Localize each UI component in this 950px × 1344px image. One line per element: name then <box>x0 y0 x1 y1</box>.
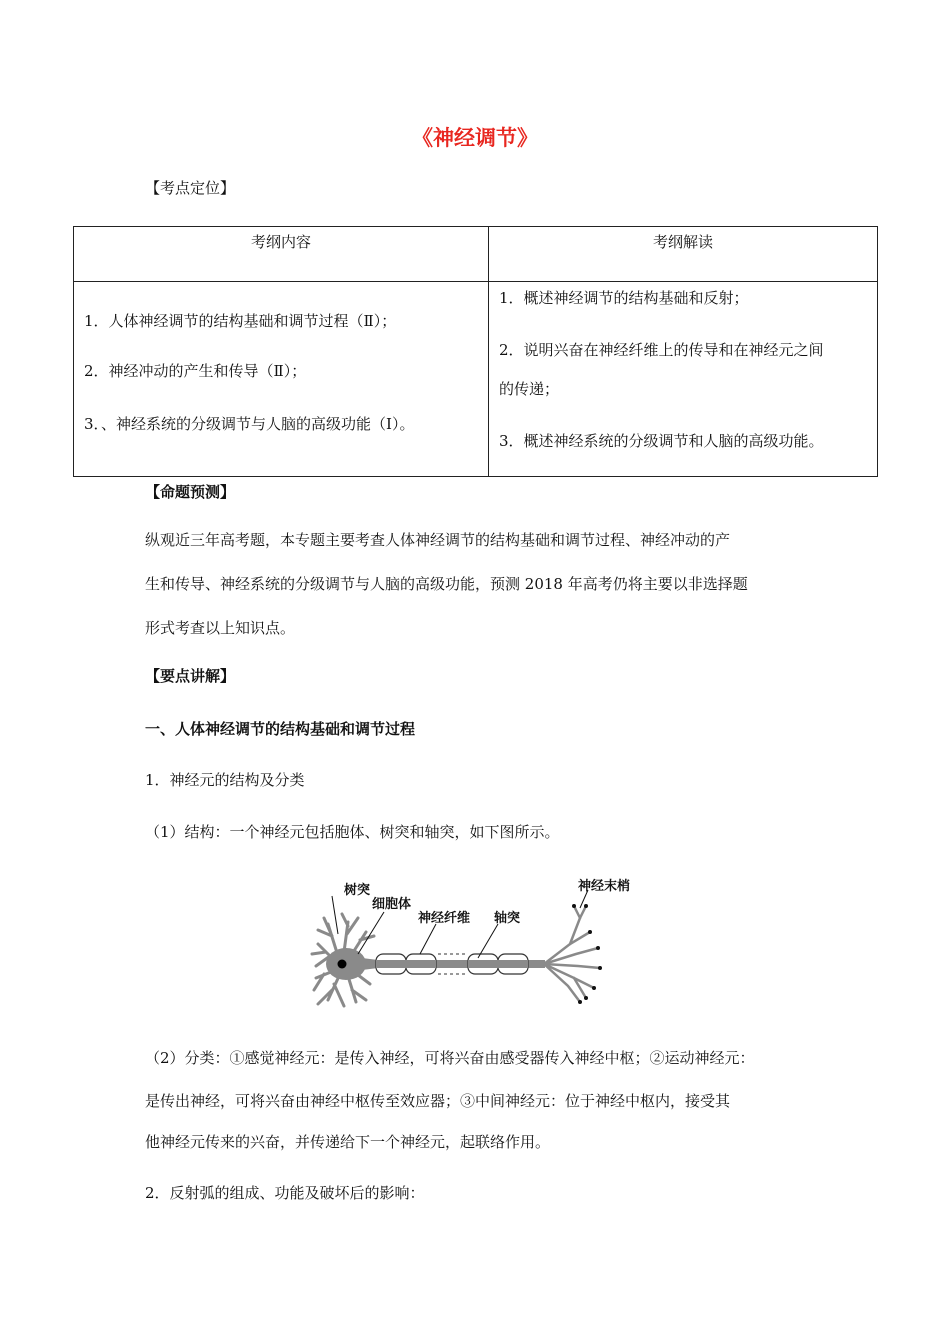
nerve-endings <box>544 906 600 1002</box>
label-cell-body: 细胞体 <box>372 897 412 912</box>
label-nerve-ending: 神经末梢 <box>578 879 631 894</box>
nucleus <box>338 960 347 969</box>
classification-line: 他神经元传来的兴奋，并传递给下一个神经元，起联络作用。 <box>145 1133 551 1151</box>
prediction-line: 纵观近三年高考题，本专题主要考查人体神经调节的结构基础和调节过程、神经冲动的产 <box>145 531 731 549</box>
table-header-interpretation: 考纲解读 <box>489 227 878 282</box>
table-cell-content <box>74 282 489 477</box>
prediction-line: 形式考查以上知识点。 <box>145 619 296 637</box>
table-cell-interpretation <box>489 282 878 477</box>
table-header-content: 考纲内容 <box>74 227 489 282</box>
neuron-diagram <box>308 874 631 1014</box>
neuron-figure <box>308 874 631 1014</box>
section-points-heading: 【要点讲解】 <box>145 667 236 685</box>
page-title: 《神经调节》 <box>412 126 538 150</box>
section-prediction-heading: 【命题预测】 <box>145 483 236 501</box>
prediction-line: 生和传导、神经系统的分级调节与人脑的高级功能，预测 2018 年高考仍将主要以非选择题 <box>145 575 748 593</box>
table-right-item: 的传递； <box>499 380 560 398</box>
table-left-item: 3．、神经系统的分级调节与人脑的高级功能（Ⅰ）。 <box>84 415 415 433</box>
classification-line: 是传出神经，可将兴奋由神经中枢传至效应器；③中间神经元：位于神经中枢内，接受其 <box>145 1092 731 1110</box>
classification-line: （2）分类：①感觉神经元：是传入神经，可将兴奋由感受器传入神经中枢；②运动神经元： <box>145 1049 755 1067</box>
table-right-item: 3．概述神经系统的分级调节和人脑的高级功能。 <box>499 432 824 450</box>
label-dendrite: 树突 <box>344 883 371 898</box>
table-left-item: 1．人体神经调节的结构基础和调节过程（Ⅱ）； <box>84 312 397 330</box>
label-axon: 轴突 <box>494 911 521 926</box>
table-right-item: 2．说明兴奋在神经纤维上的传导和在神经元之间 <box>499 341 824 359</box>
item-neuron-structure: 1．神经元的结构及分类 <box>145 771 305 789</box>
table-left-item: 2．神经冲动的产生和传导（Ⅱ）； <box>84 362 307 380</box>
heading-structure-basis: 一、人体神经调节的结构基础和调节过程 <box>145 720 416 738</box>
section-position-heading: 【考点定位】 <box>145 179 236 197</box>
outline-table <box>73 226 878 477</box>
label-nerve-fiber: 神经纤维 <box>418 911 471 926</box>
item-neuron-structure-detail: （1）结构：一个神经元包括胞体、树突和轴突，如下图所示。 <box>145 823 560 841</box>
table-right-item: 1．概述神经调节的结构基础和反射； <box>499 289 749 307</box>
item-reflex-arc: 2．反射弧的组成、功能及破坏后的影响： <box>145 1184 425 1202</box>
